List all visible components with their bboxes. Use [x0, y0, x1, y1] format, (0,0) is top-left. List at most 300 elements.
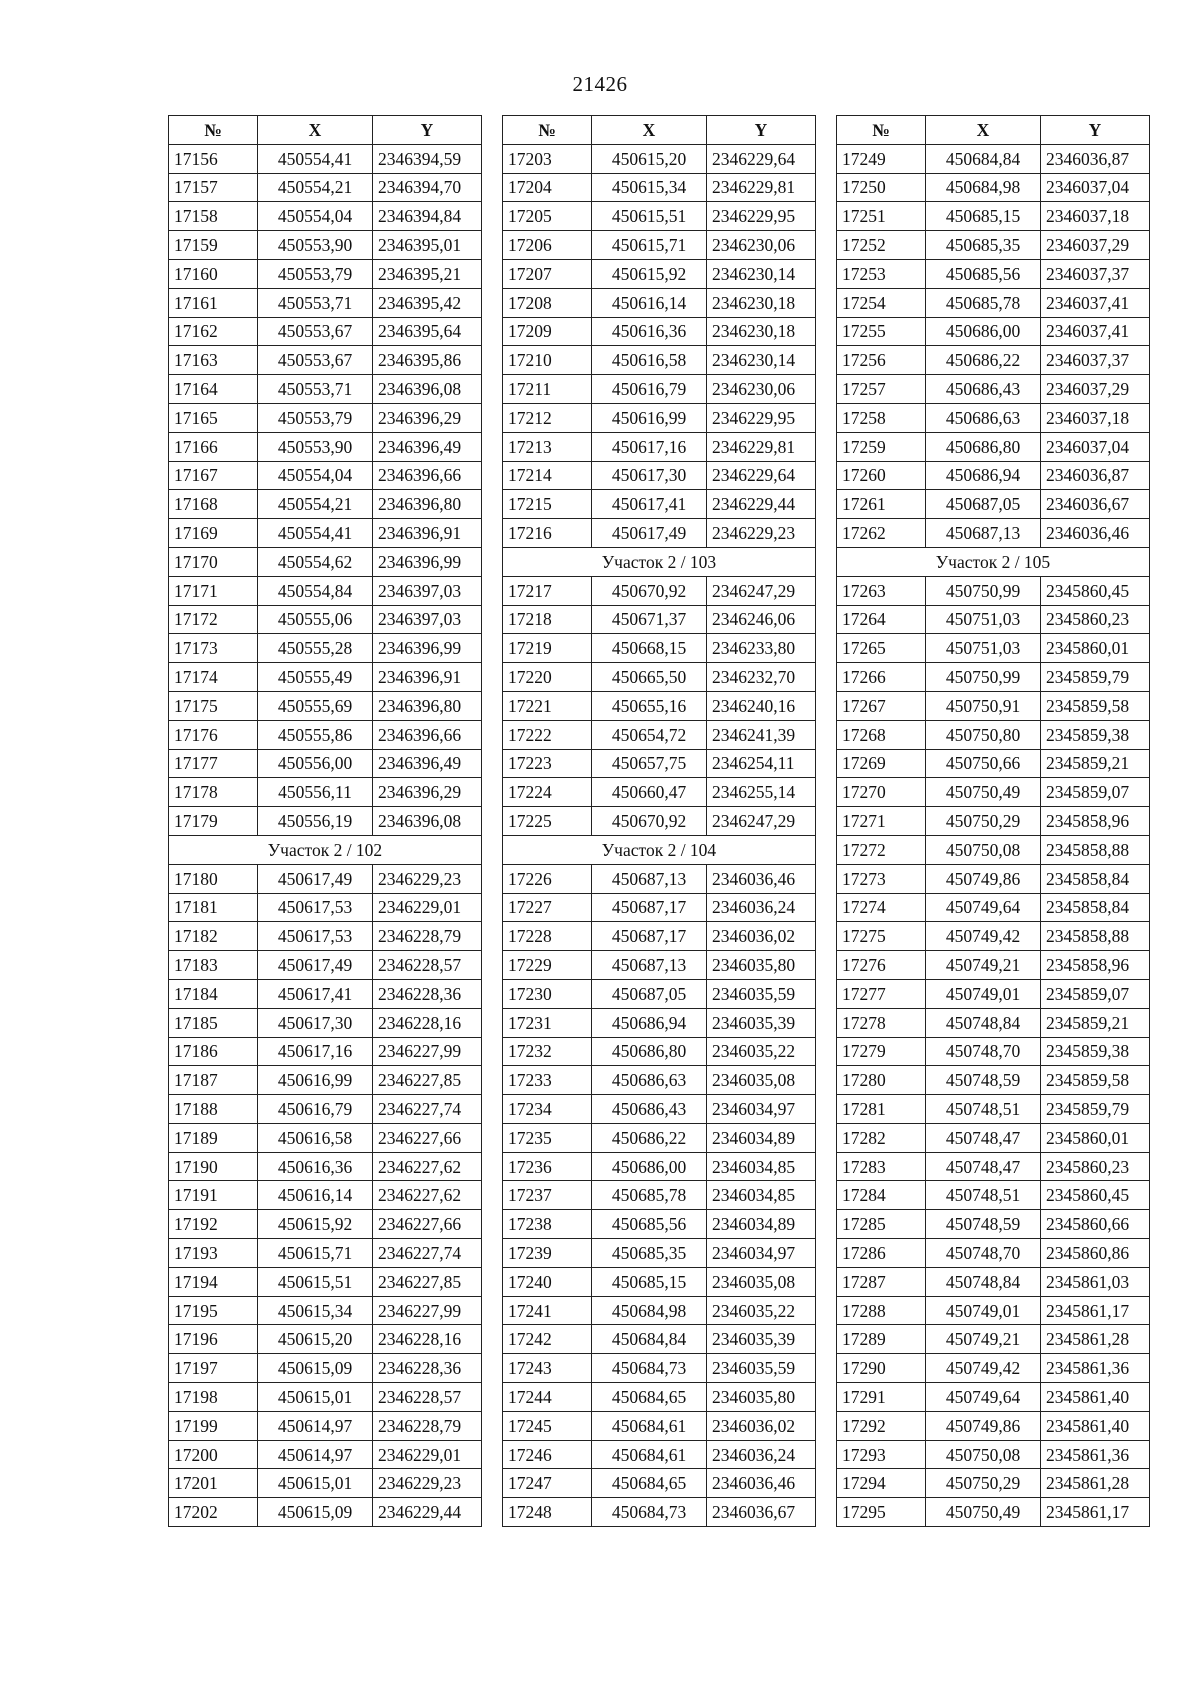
x-coordinate-cell: 450615,01 [258, 1383, 373, 1412]
x-coordinate-cell: 450616,36 [258, 1152, 373, 1181]
point-number-cell: 17190 [169, 1152, 258, 1181]
point-number-cell: 17156 [169, 144, 258, 173]
point-number-cell: 17159 [169, 231, 258, 260]
y-coordinate-cell: 2346034,97 [707, 1095, 816, 1124]
x-coordinate-cell: 450749,42 [926, 1354, 1041, 1383]
point-number-cell: 17267 [837, 691, 926, 720]
y-coordinate-cell: 2346230,18 [707, 317, 816, 346]
point-number-cell: 17243 [503, 1354, 592, 1383]
x-coordinate-cell: 450617,53 [258, 893, 373, 922]
y-coordinate-cell: 2346229,95 [707, 202, 816, 231]
column-header-y: Y [707, 116, 816, 145]
table-row [837, 1181, 1150, 1210]
y-coordinate-cell: 2346036,24 [707, 1440, 816, 1469]
x-coordinate-cell: 450687,17 [592, 893, 707, 922]
y-coordinate-cell: 2345858,96 [1041, 951, 1150, 980]
y-coordinate-cell: 2346246,06 [707, 605, 816, 634]
x-coordinate-cell: 450553,79 [258, 403, 373, 432]
point-number-cell: 17289 [837, 1325, 926, 1354]
table-row [169, 1210, 482, 1239]
table-row [837, 1383, 1150, 1412]
x-coordinate-cell: 450750,80 [926, 720, 1041, 749]
x-coordinate-cell: 450750,49 [926, 778, 1041, 807]
y-coordinate-cell: 2346037,04 [1041, 173, 1150, 202]
section-title: Участок 2 / 102 [169, 835, 482, 864]
table-row [503, 634, 816, 663]
x-coordinate-cell: 450617,30 [592, 461, 707, 490]
x-coordinate-cell: 450553,90 [258, 432, 373, 461]
point-number-cell: 17250 [837, 173, 926, 202]
column-header-number: № [169, 116, 258, 145]
table-row [503, 144, 816, 173]
x-coordinate-cell: 450616,58 [258, 1123, 373, 1152]
table-row [837, 691, 1150, 720]
x-coordinate-cell: 450555,49 [258, 663, 373, 692]
x-coordinate-cell: 450684,73 [592, 1498, 707, 1527]
point-number-cell: 17186 [169, 1037, 258, 1066]
point-number-cell: 17209 [503, 317, 592, 346]
y-coordinate-cell: 2346227,62 [373, 1181, 482, 1210]
x-coordinate-cell: 450687,13 [592, 951, 707, 980]
table-row [503, 979, 816, 1008]
x-coordinate-cell: 450617,41 [258, 979, 373, 1008]
point-number-cell: 17226 [503, 864, 592, 893]
y-coordinate-cell: 2346230,06 [707, 375, 816, 404]
y-coordinate-cell: 2345859,58 [1041, 691, 1150, 720]
table-row [169, 1325, 482, 1354]
point-number-cell: 17237 [503, 1181, 592, 1210]
table-row [837, 720, 1150, 749]
x-coordinate-cell: 450750,29 [926, 807, 1041, 836]
table-body [837, 144, 1150, 1526]
y-coordinate-cell: 2346396,66 [373, 720, 482, 749]
y-coordinate-cell: 2346396,99 [373, 634, 482, 663]
table-row [503, 951, 816, 980]
x-coordinate-cell: 450750,91 [926, 691, 1041, 720]
x-coordinate-cell: 450751,03 [926, 605, 1041, 634]
y-coordinate-cell: 2346036,24 [707, 893, 816, 922]
x-coordinate-cell: 450553,90 [258, 231, 373, 260]
point-number-cell: 17213 [503, 432, 592, 461]
y-coordinate-cell: 2346229,95 [707, 403, 816, 432]
x-coordinate-cell: 450615,09 [258, 1354, 373, 1383]
y-coordinate-cell: 2346036,87 [1041, 461, 1150, 490]
point-number-cell: 17180 [169, 864, 258, 893]
x-coordinate-cell: 450616,58 [592, 346, 707, 375]
table-row [503, 490, 816, 519]
y-coordinate-cell: 2346396,66 [373, 461, 482, 490]
point-number-cell: 17174 [169, 663, 258, 692]
table-row [837, 778, 1150, 807]
point-number-cell: 17274 [837, 893, 926, 922]
x-coordinate-cell: 450684,84 [592, 1325, 707, 1354]
point-number-cell: 17225 [503, 807, 592, 836]
table-row [169, 1152, 482, 1181]
point-number-cell: 17216 [503, 519, 592, 548]
point-number-cell: 17283 [837, 1152, 926, 1181]
table-row [837, 1498, 1150, 1527]
point-number-cell: 17176 [169, 720, 258, 749]
table-row [169, 173, 482, 202]
y-coordinate-cell: 2345859,79 [1041, 663, 1150, 692]
x-coordinate-cell: 450553,67 [258, 317, 373, 346]
table-row [503, 1354, 816, 1383]
table-row [837, 951, 1150, 980]
point-number-cell: 17191 [169, 1181, 258, 1210]
table-row [503, 1469, 816, 1498]
table-row [503, 1239, 816, 1268]
y-coordinate-cell: 2346396,99 [373, 547, 482, 576]
point-number-cell: 17196 [169, 1325, 258, 1354]
header-row [837, 116, 1150, 145]
table-row [169, 893, 482, 922]
table-row [503, 778, 816, 807]
x-coordinate-cell: 450615,01 [258, 1469, 373, 1498]
y-coordinate-cell: 2345860,66 [1041, 1210, 1150, 1239]
y-coordinate-cell: 2345858,88 [1041, 835, 1150, 864]
table-row [837, 317, 1150, 346]
y-coordinate-cell: 2346037,29 [1041, 231, 1150, 260]
y-coordinate-cell: 2346035,22 [707, 1037, 816, 1066]
y-coordinate-cell: 2346227,66 [373, 1123, 482, 1152]
table-row [503, 720, 816, 749]
point-number-cell: 17253 [837, 259, 926, 288]
y-coordinate-cell: 2346229,64 [707, 144, 816, 173]
point-number-cell: 17211 [503, 375, 592, 404]
point-number-cell: 17157 [169, 173, 258, 202]
point-number-cell: 17246 [503, 1440, 592, 1469]
y-coordinate-cell: 2346228,57 [373, 1383, 482, 1412]
y-coordinate-cell: 2346037,41 [1041, 288, 1150, 317]
y-coordinate-cell: 2346230,14 [707, 346, 816, 375]
table-row [837, 1411, 1150, 1440]
x-coordinate-cell: 450687,17 [592, 922, 707, 951]
table-row [837, 576, 1150, 605]
table-row [837, 893, 1150, 922]
table-body [503, 144, 816, 1526]
section-row [169, 835, 482, 864]
y-coordinate-cell: 2346229,23 [707, 519, 816, 548]
x-coordinate-cell: 450615,51 [258, 1267, 373, 1296]
x-coordinate-cell: 450655,16 [592, 691, 707, 720]
x-coordinate-cell: 450617,49 [258, 864, 373, 893]
point-number-cell: 17215 [503, 490, 592, 519]
point-number-cell: 17290 [837, 1354, 926, 1383]
point-number-cell: 17241 [503, 1296, 592, 1325]
x-coordinate-cell: 450686,94 [592, 1008, 707, 1037]
point-number-cell: 17197 [169, 1354, 258, 1383]
x-coordinate-cell: 450554,41 [258, 144, 373, 173]
x-coordinate-cell: 450750,29 [926, 1469, 1041, 1498]
point-number-cell: 17280 [837, 1066, 926, 1095]
x-coordinate-cell: 450616,79 [258, 1095, 373, 1124]
point-number-cell: 17205 [503, 202, 592, 231]
table-row [169, 1037, 482, 1066]
point-number-cell: 17160 [169, 259, 258, 288]
x-coordinate-cell: 450616,99 [592, 403, 707, 432]
point-number-cell: 17276 [837, 951, 926, 980]
y-coordinate-cell: 2346229,01 [373, 893, 482, 922]
y-coordinate-cell: 2345860,23 [1041, 605, 1150, 634]
x-coordinate-cell: 450684,65 [592, 1469, 707, 1498]
y-coordinate-cell: 2346037,04 [1041, 432, 1150, 461]
x-coordinate-cell: 450684,61 [592, 1411, 707, 1440]
y-coordinate-cell: 2345859,38 [1041, 1037, 1150, 1066]
table-row [837, 1267, 1150, 1296]
table-row [503, 375, 816, 404]
y-coordinate-cell: 2346395,64 [373, 317, 482, 346]
y-coordinate-cell: 2346228,16 [373, 1325, 482, 1354]
point-number-cell: 17193 [169, 1239, 258, 1268]
table-row [837, 144, 1150, 173]
table-row [837, 1469, 1150, 1498]
y-coordinate-cell: 2346035,80 [707, 951, 816, 980]
table-row [169, 605, 482, 634]
table-row [503, 317, 816, 346]
x-coordinate-cell: 450686,22 [926, 346, 1041, 375]
point-number-cell: 17235 [503, 1123, 592, 1152]
y-coordinate-cell: 2346247,29 [707, 576, 816, 605]
x-coordinate-cell: 450553,71 [258, 375, 373, 404]
table-row [837, 490, 1150, 519]
point-number-cell: 17255 [837, 317, 926, 346]
y-coordinate-cell: 2346229,81 [707, 432, 816, 461]
point-number-cell: 17219 [503, 634, 592, 663]
x-coordinate-cell: 450665,50 [592, 663, 707, 692]
y-coordinate-cell: 2346396,29 [373, 778, 482, 807]
table-row [503, 346, 816, 375]
x-coordinate-cell: 450750,66 [926, 749, 1041, 778]
point-number-cell: 17179 [169, 807, 258, 836]
y-coordinate-cell: 2345859,07 [1041, 778, 1150, 807]
y-coordinate-cell: 2346228,36 [373, 1354, 482, 1383]
coordinate-table [836, 115, 1150, 1527]
y-coordinate-cell: 2345861,40 [1041, 1411, 1150, 1440]
section-row [503, 835, 816, 864]
table-row [169, 1181, 482, 1210]
x-coordinate-cell: 450686,22 [592, 1123, 707, 1152]
table-row [169, 691, 482, 720]
y-coordinate-cell: 2346035,39 [707, 1008, 816, 1037]
point-number-cell: 17295 [837, 1498, 926, 1527]
point-number-cell: 17203 [503, 144, 592, 173]
y-coordinate-cell: 2346228,79 [373, 1411, 482, 1440]
y-coordinate-cell: 2345861,28 [1041, 1325, 1150, 1354]
y-coordinate-cell: 2345861,40 [1041, 1383, 1150, 1412]
table-row [503, 1210, 816, 1239]
table-row [837, 835, 1150, 864]
point-number-cell: 17281 [837, 1095, 926, 1124]
point-number-cell: 17181 [169, 893, 258, 922]
point-number-cell: 17245 [503, 1411, 592, 1440]
y-coordinate-cell: 2346227,74 [373, 1095, 482, 1124]
point-number-cell: 17166 [169, 432, 258, 461]
x-coordinate-cell: 450687,05 [926, 490, 1041, 519]
x-coordinate-cell: 450685,56 [592, 1210, 707, 1239]
table-row [169, 807, 482, 836]
table-row [837, 1037, 1150, 1066]
point-number-cell: 17182 [169, 922, 258, 951]
table-row [837, 432, 1150, 461]
x-coordinate-cell: 450617,16 [258, 1037, 373, 1066]
table-row [169, 144, 482, 173]
y-coordinate-cell: 2345861,03 [1041, 1267, 1150, 1296]
point-number-cell: 17162 [169, 317, 258, 346]
x-coordinate-cell: 450616,36 [592, 317, 707, 346]
y-coordinate-cell: 2346228,16 [373, 1008, 482, 1037]
y-coordinate-cell: 2345858,88 [1041, 922, 1150, 951]
point-number-cell: 17244 [503, 1383, 592, 1412]
y-coordinate-cell: 2346394,84 [373, 202, 482, 231]
table-row [503, 1066, 816, 1095]
y-coordinate-cell: 2346233,80 [707, 634, 816, 663]
y-coordinate-cell: 2346227,85 [373, 1066, 482, 1095]
table-row [503, 1498, 816, 1527]
y-coordinate-cell: 2346396,49 [373, 749, 482, 778]
table-row [169, 979, 482, 1008]
y-coordinate-cell: 2346241,39 [707, 720, 816, 749]
y-coordinate-cell: 2346036,67 [707, 1498, 816, 1527]
table-row [503, 461, 816, 490]
y-coordinate-cell: 2346395,01 [373, 231, 482, 260]
y-coordinate-cell: 2346035,59 [707, 1354, 816, 1383]
y-coordinate-cell: 2346229,23 [373, 864, 482, 893]
x-coordinate-cell: 450554,84 [258, 576, 373, 605]
point-number-cell: 17204 [503, 173, 592, 202]
table-row [169, 1267, 482, 1296]
x-coordinate-cell: 450616,99 [258, 1066, 373, 1095]
x-coordinate-cell: 450615,34 [592, 173, 707, 202]
y-coordinate-cell: 2346036,46 [1041, 519, 1150, 548]
x-coordinate-cell: 450671,37 [592, 605, 707, 634]
table-row [837, 202, 1150, 231]
y-coordinate-cell: 2346037,37 [1041, 346, 1150, 375]
point-number-cell: 17275 [837, 922, 926, 951]
point-number-cell: 17249 [837, 144, 926, 173]
point-number-cell: 17260 [837, 461, 926, 490]
y-coordinate-cell: 2346230,14 [707, 259, 816, 288]
point-number-cell: 17270 [837, 778, 926, 807]
column-header-number: № [503, 116, 592, 145]
table-row [837, 346, 1150, 375]
point-number-cell: 17164 [169, 375, 258, 404]
table-row [503, 864, 816, 893]
table-row [169, 1411, 482, 1440]
y-coordinate-cell: 2346037,18 [1041, 202, 1150, 231]
point-number-cell: 17239 [503, 1239, 592, 1268]
point-number-cell: 17292 [837, 1411, 926, 1440]
point-number-cell: 17165 [169, 403, 258, 432]
x-coordinate-cell: 450554,62 [258, 547, 373, 576]
table-row [169, 1296, 482, 1325]
x-coordinate-cell: 450684,73 [592, 1354, 707, 1383]
point-number-cell: 17285 [837, 1210, 926, 1239]
y-coordinate-cell: 2346396,80 [373, 691, 482, 720]
y-coordinate-cell: 2346227,99 [373, 1037, 482, 1066]
section-row [503, 547, 816, 576]
x-coordinate-cell: 450555,06 [258, 605, 373, 634]
point-number-cell: 17234 [503, 1095, 592, 1124]
y-coordinate-cell: 2345859,79 [1041, 1095, 1150, 1124]
x-coordinate-cell: 450615,92 [258, 1210, 373, 1239]
table-row [169, 231, 482, 260]
y-coordinate-cell: 2346395,21 [373, 259, 482, 288]
table-row [503, 1440, 816, 1469]
x-coordinate-cell: 450687,13 [926, 519, 1041, 548]
point-number-cell: 17177 [169, 749, 258, 778]
y-coordinate-cell: 2346395,42 [373, 288, 482, 317]
y-coordinate-cell: 2345860,23 [1041, 1152, 1150, 1181]
y-coordinate-cell: 2345860,01 [1041, 1123, 1150, 1152]
table-row [837, 288, 1150, 317]
point-number-cell: 17163 [169, 346, 258, 375]
y-coordinate-cell: 2346396,08 [373, 375, 482, 404]
y-coordinate-cell: 2346035,39 [707, 1325, 816, 1354]
x-coordinate-cell: 450660,47 [592, 778, 707, 807]
point-number-cell: 17185 [169, 1008, 258, 1037]
y-coordinate-cell: 2346036,46 [707, 1469, 816, 1498]
y-coordinate-cell: 2346395,86 [373, 346, 482, 375]
y-coordinate-cell: 2346037,18 [1041, 403, 1150, 432]
table-row [503, 202, 816, 231]
x-coordinate-cell: 450684,84 [926, 144, 1041, 173]
header-row [169, 116, 482, 145]
point-number-cell: 17202 [169, 1498, 258, 1527]
y-coordinate-cell: 2346229,23 [373, 1469, 482, 1498]
y-coordinate-cell: 2346229,81 [707, 173, 816, 202]
column-header-x: X [926, 116, 1041, 145]
table-row [837, 461, 1150, 490]
x-coordinate-cell: 450555,69 [258, 691, 373, 720]
point-number-cell: 17201 [169, 1469, 258, 1498]
y-coordinate-cell: 2346396,80 [373, 490, 482, 519]
table-row [837, 807, 1150, 836]
x-coordinate-cell: 450749,86 [926, 864, 1041, 893]
x-coordinate-cell: 450686,00 [926, 317, 1041, 346]
table-row [837, 519, 1150, 548]
point-number-cell: 17284 [837, 1181, 926, 1210]
y-coordinate-cell: 2346229,64 [707, 461, 816, 490]
table-row [169, 259, 482, 288]
y-coordinate-cell: 2346247,29 [707, 807, 816, 836]
table-row [169, 202, 482, 231]
table-row [503, 173, 816, 202]
point-number-cell: 17192 [169, 1210, 258, 1239]
y-coordinate-cell: 2346034,89 [707, 1210, 816, 1239]
table-row [837, 1296, 1150, 1325]
column-header-x: X [258, 116, 373, 145]
y-coordinate-cell: 2346228,36 [373, 979, 482, 1008]
table-row [837, 1325, 1150, 1354]
point-number-cell: 17272 [837, 835, 926, 864]
table-row [503, 1037, 816, 1066]
table-row [503, 1411, 816, 1440]
y-coordinate-cell: 2346396,91 [373, 663, 482, 692]
y-coordinate-cell: 2346397,03 [373, 605, 482, 634]
table-row [837, 1239, 1150, 1268]
x-coordinate-cell: 450685,35 [592, 1239, 707, 1268]
point-number-cell: 17171 [169, 576, 258, 605]
point-number-cell: 17195 [169, 1296, 258, 1325]
x-coordinate-cell: 450615,71 [592, 231, 707, 260]
y-coordinate-cell: 2346229,44 [373, 1498, 482, 1527]
y-coordinate-cell: 2346034,89 [707, 1123, 816, 1152]
point-number-cell: 17161 [169, 288, 258, 317]
point-number-cell: 17291 [837, 1383, 926, 1412]
section-title: Участок 2 / 104 [503, 835, 816, 864]
x-coordinate-cell: 450750,49 [926, 1498, 1041, 1527]
table-row [169, 1354, 482, 1383]
